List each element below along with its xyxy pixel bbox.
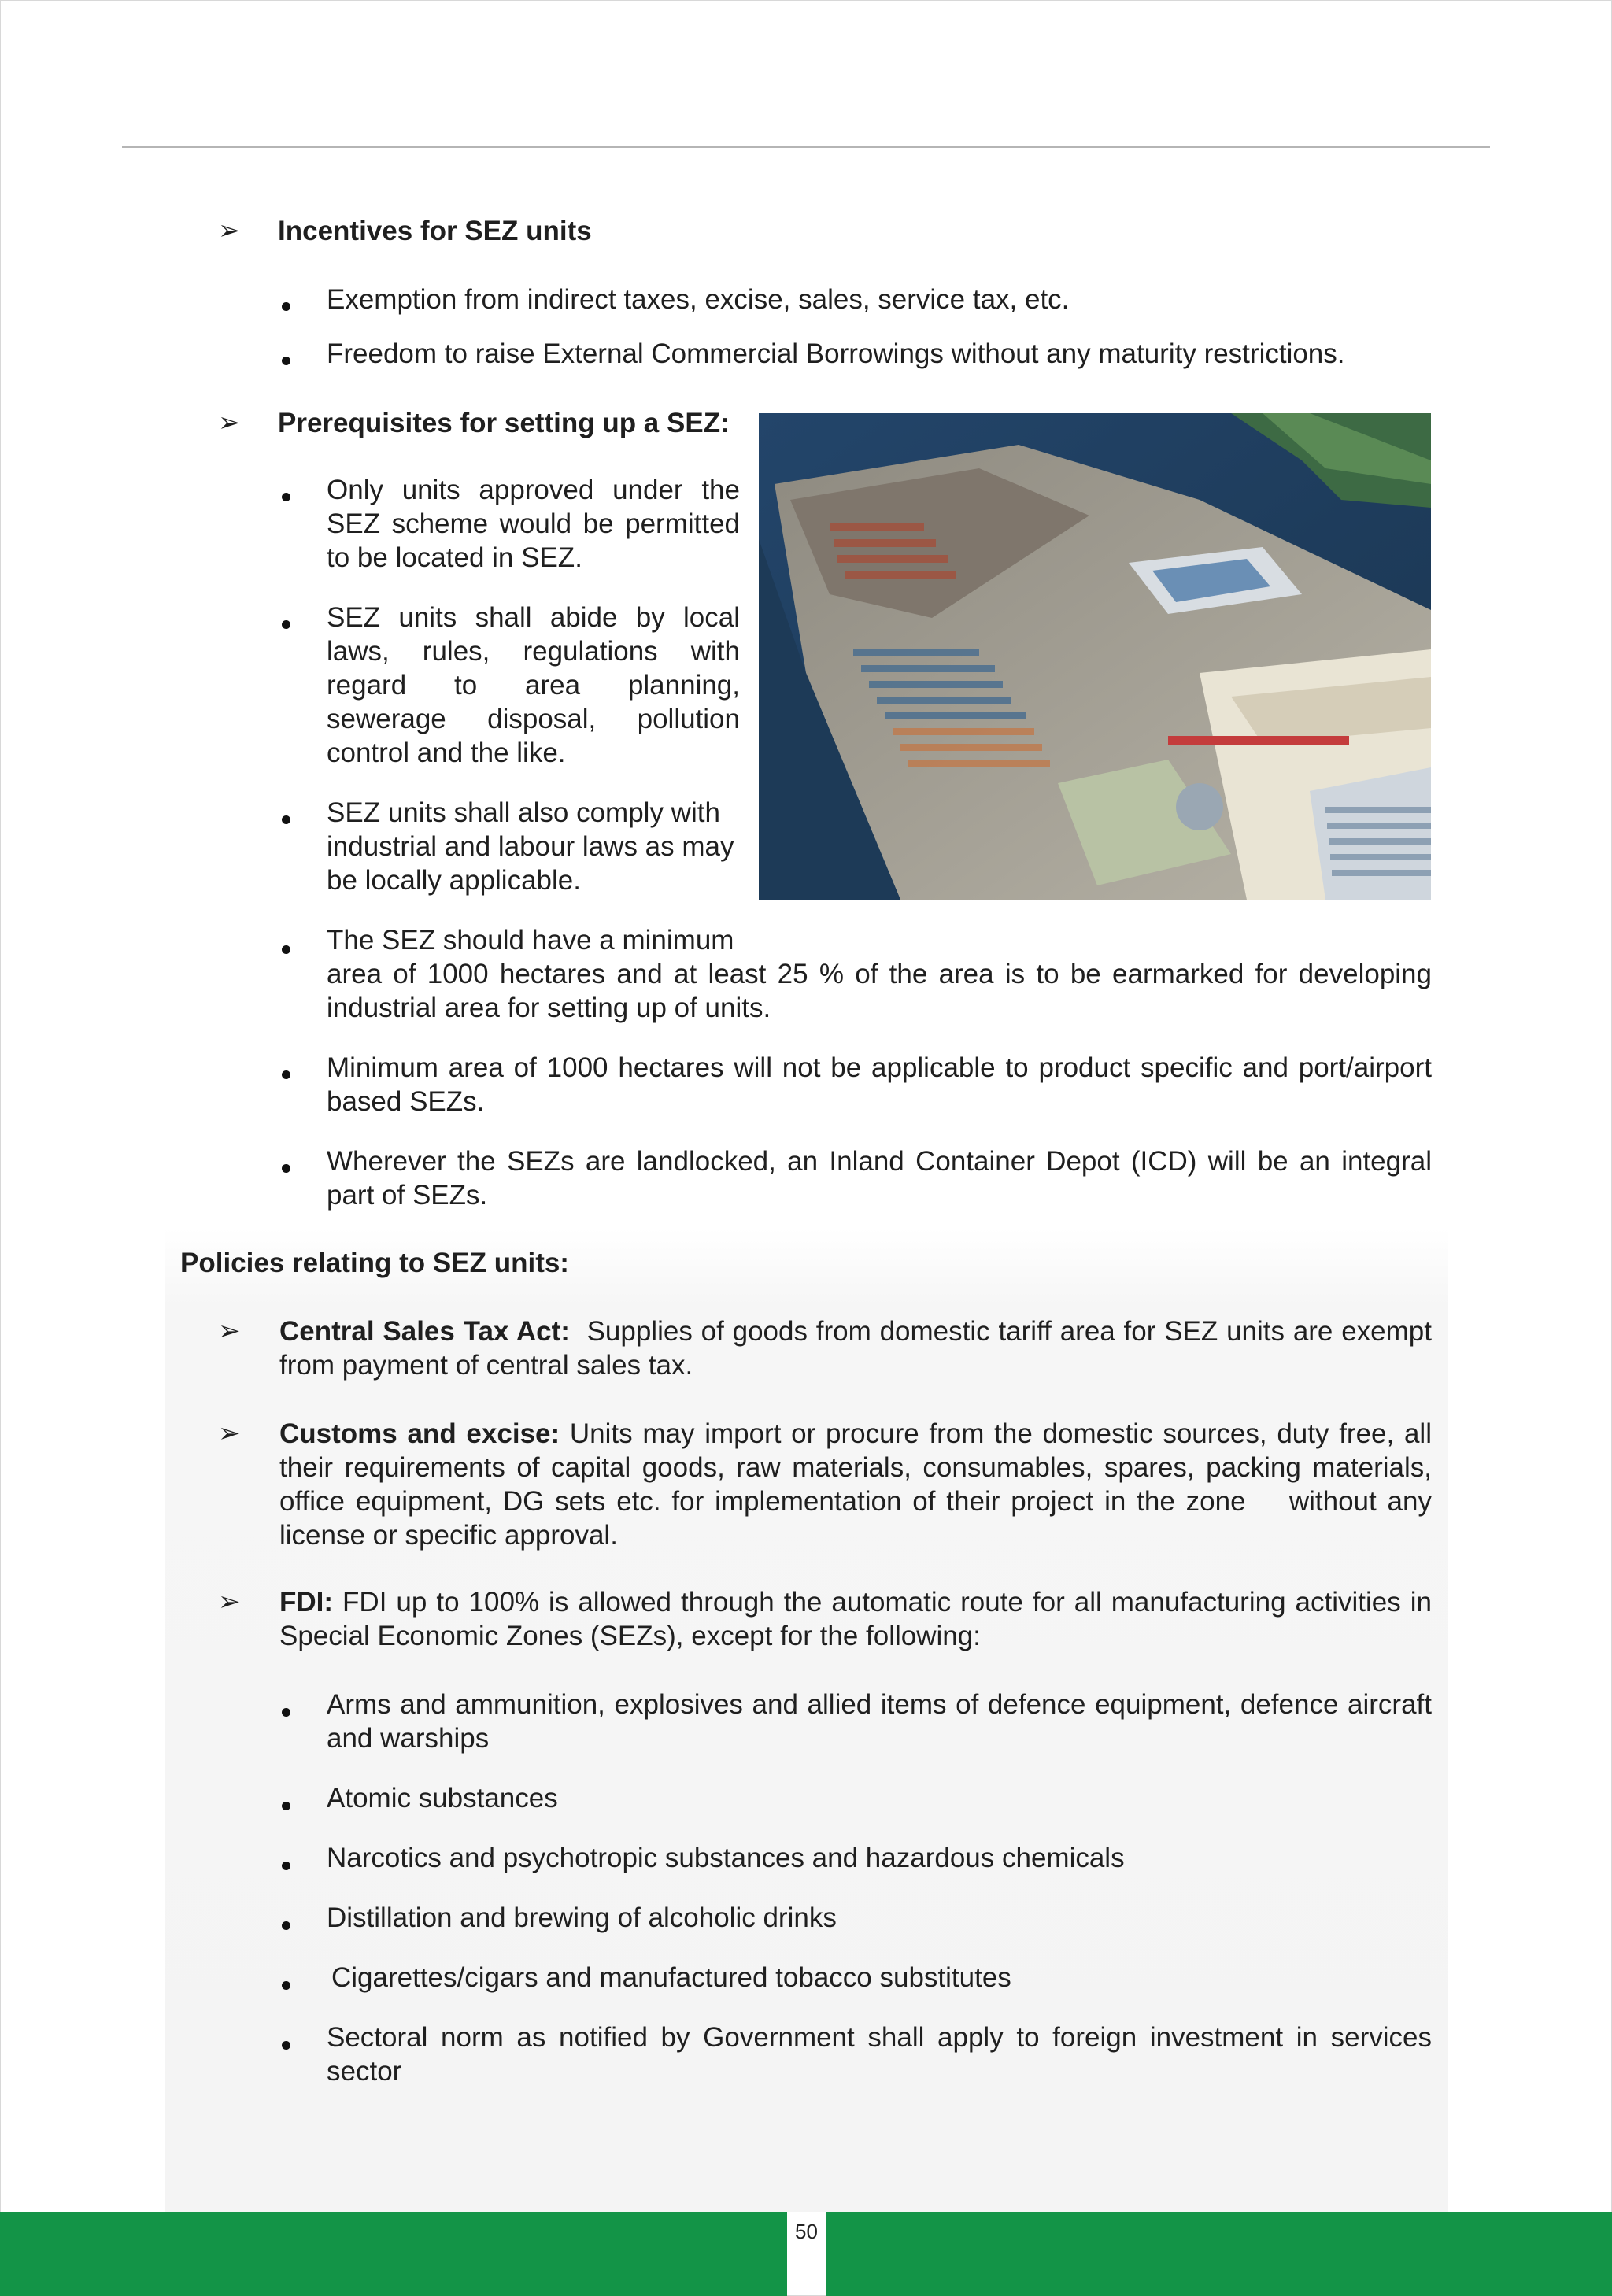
policies-heading: Policies relating to SEZ units: [180, 1248, 569, 1278]
fdi-label: FDI: [279, 1587, 334, 1618]
prerequisites-heading: Prerequisites for setting up a SEZ: [278, 408, 730, 438]
bullet-dot-icon [282, 1981, 290, 1990]
arrow-bullet-icon: ➢ [218, 1418, 241, 1448]
arrow-bullet-icon: ➢ [218, 216, 241, 246]
fdi-exception-item: Cigarettes/cigars and manufactured tobacco substitutes [331, 1962, 1011, 1993]
prerequisite-item-rest: area of 1000 hectares and at least 25 % of the area is to be earmarked for developing industrial area for setting up of units. [327, 959, 1432, 1023]
bullet-dot-icon [282, 1802, 290, 1810]
bullet-dot-icon [282, 1164, 290, 1173]
cst-label: Central Sales Tax Act: [279, 1316, 570, 1347]
fdi-text: FDI up to 100% is allowed through the automatic route for all manufacturing activities in Special Economic Zones (SEZs), except for the following: [279, 1587, 1432, 1651]
bullet-dot-icon [282, 1862, 290, 1870]
prerequisite-item: Minimum area of 1000 hectares will not be applicable to product specific and port/airport based SEZs. [327, 1052, 1432, 1117]
incentive-item: Freedom to raise External Commercial Borrowings without any maturity restrictions. [327, 338, 1345, 369]
footer-bar-left [0, 2212, 787, 2296]
prerequisite-item: SEZ units shall also comply with industrial and labour laws as may be locally applicable. [327, 797, 734, 896]
bullet-dot-icon [282, 2041, 290, 2050]
fdi-exception-item: Distillation and brewing of alcoholic drinks [327, 1902, 837, 1933]
fdi-paragraph [279, 1585, 1432, 1653]
customs-paragraph [279, 1417, 1440, 1552]
customs-label: Customs and excise: [279, 1418, 560, 1449]
cst-paragraph [279, 1314, 1432, 1382]
fdi-exception-item: Sectoral norm as notified by Government shall apply to foreign investment in services sector [327, 2022, 1432, 2087]
header-rule [122, 146, 1490, 148]
prerequisite-item-line1: The SEZ should have a minimum [327, 925, 734, 956]
prerequisite-item: SEZ units shall abide by local laws, rules, regulations with regard to area planning, sewerage disposal, pollution control and the like. [327, 602, 740, 768]
footer-bar-right [826, 2212, 1612, 2296]
bullet-dot-icon [282, 1708, 290, 1717]
customs-text: Units may import or procure from the domestic sources, duty free, all their requirements of capital goods, raw materials, consumables, spares, packing materials, office equipment, DG sets etc. for implementation of their project in the zone without any license or specific approval. [279, 1418, 1440, 1551]
fdi-exception-item: Atomic substances [327, 1783, 558, 1814]
bullet-dot-icon [282, 620, 290, 629]
bullet-dot-icon [282, 1921, 290, 1930]
arrow-bullet-icon: ➢ [218, 1587, 241, 1617]
cst-text: Supplies of goods from domestic tariff area for SEZ units are exempt from payment of central sales tax. [279, 1316, 1432, 1381]
bullet-dot-icon [282, 302, 290, 311]
bullet-dot-icon [282, 1070, 290, 1079]
fdi-exception-item: Arms and ammunition, explosives and allied items of defence equipment, defence aircraft and warships [327, 1689, 1432, 1754]
page-number: 50 [795, 2220, 818, 2243]
port-aerial-photo [759, 413, 1431, 900]
incentive-item: Exemption from indirect taxes, excise, sales, service tax, etc. [327, 284, 1070, 315]
fdi-exception-item: Narcotics and psychotropic substances and hazardous chemicals [327, 1843, 1125, 1873]
prerequisite-item: Wherever the SEZs are landlocked, an Inland Container Depot (ICD) will be an integral part of SEZs. [327, 1146, 1432, 1211]
bullet-dot-icon [282, 815, 290, 824]
bullet-dot-icon [282, 945, 290, 954]
incentives-heading: Incentives for SEZ units [278, 216, 592, 246]
bullet-dot-icon [282, 493, 290, 501]
prerequisite-item: Only units approved under the SEZ scheme would be permitted to be located in SEZ. [327, 475, 740, 573]
bullet-dot-icon [282, 357, 290, 365]
arrow-bullet-icon: ➢ [218, 408, 241, 438]
arrow-bullet-icon: ➢ [218, 1316, 241, 1346]
